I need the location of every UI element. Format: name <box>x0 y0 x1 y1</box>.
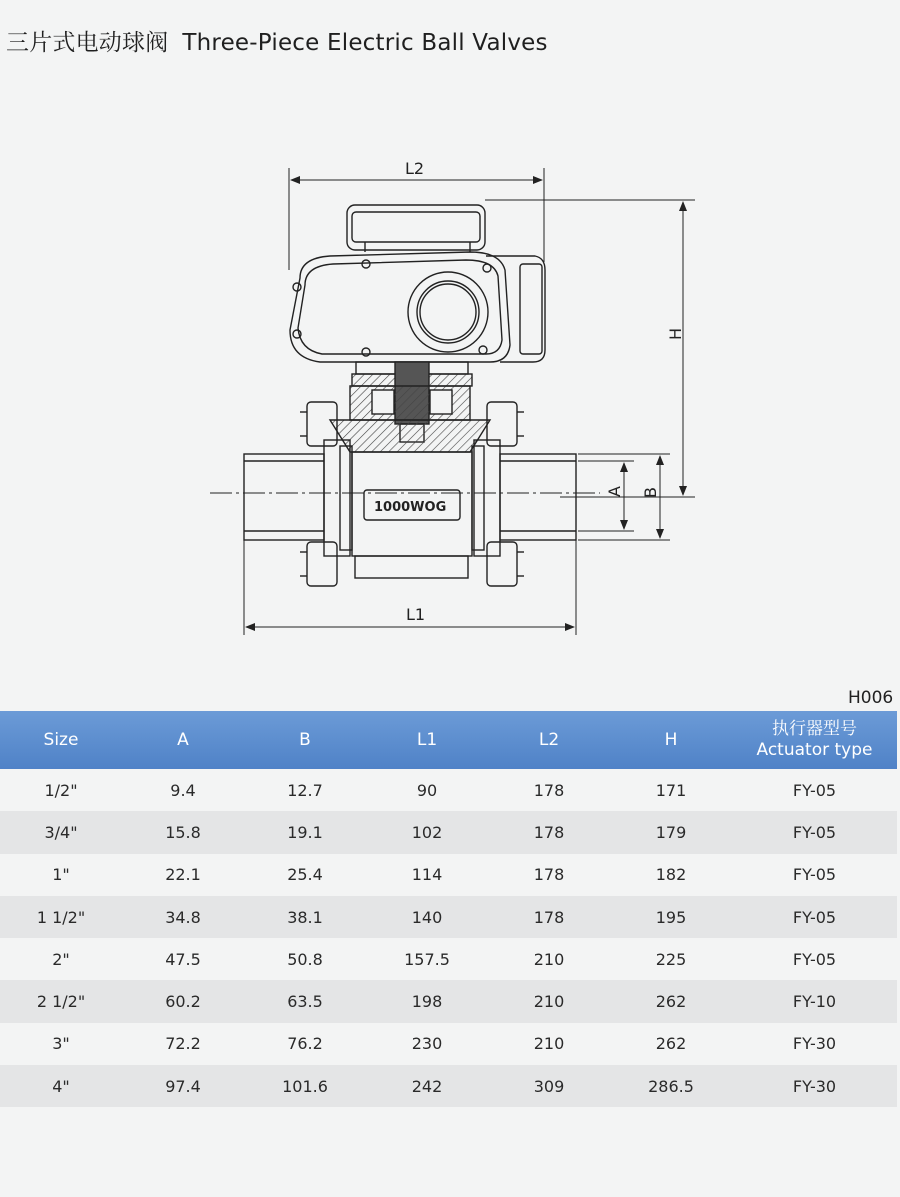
header-actuator-en: Actuator type <box>756 740 873 760</box>
cell-actuator: FY-05 <box>792 822 837 842</box>
valve-technical-drawing <box>0 150 900 650</box>
cell-l2: 210 <box>533 992 565 1012</box>
body-marking: 1000WOG <box>374 500 447 515</box>
cell-b: 19.1 <box>287 822 323 842</box>
cell-h: 195 <box>655 907 687 927</box>
cell-a: 15.8 <box>165 822 201 842</box>
dimension-table <box>0 711 897 1107</box>
cell-size: 4" <box>52 1076 70 1096</box>
label-l2: L2 <box>405 159 425 178</box>
cell-l2: 210 <box>533 949 565 969</box>
table-row <box>0 980 897 1022</box>
cell-l1: 90 <box>416 780 438 800</box>
cell-l1: 157.5 <box>404 949 450 969</box>
model-code: H006 <box>848 688 894 708</box>
cell-a: 97.4 <box>165 1076 201 1096</box>
cell-actuator: FY-30 <box>792 1076 837 1096</box>
cell-size: 2 1/2" <box>36 992 86 1012</box>
label-b: B <box>641 487 660 498</box>
cell-actuator: FY-05 <box>792 865 837 885</box>
cell-actuator: FY-05 <box>792 949 837 969</box>
cell-actuator: FY-05 <box>792 780 837 800</box>
cell-l1: 198 <box>411 992 443 1012</box>
header-l2: L2 <box>538 729 560 750</box>
cell-size: 3" <box>52 1034 70 1054</box>
cell-size: 1 1/2" <box>36 907 86 927</box>
label-a: A <box>605 486 624 497</box>
cell-size: 2" <box>52 949 70 969</box>
cell-actuator: FY-10 <box>792 992 837 1012</box>
cell-a: 9.4 <box>170 780 196 800</box>
table-header <box>0 711 897 769</box>
cell-b: 25.4 <box>287 865 323 885</box>
cell-h: 286.5 <box>648 1076 694 1096</box>
cell-l1: 102 <box>411 822 443 842</box>
cell-size: 3/4" <box>44 822 78 842</box>
cell-b: 50.8 <box>287 949 323 969</box>
cell-l2: 178 <box>533 907 565 927</box>
table-row <box>0 1065 897 1107</box>
table-row <box>0 1023 897 1065</box>
header-h: H <box>664 729 678 750</box>
table-row <box>0 811 897 853</box>
table-row <box>0 769 897 811</box>
cell-b: 12.7 <box>287 780 323 800</box>
cell-l2: 210 <box>533 1034 565 1054</box>
cell-b: 63.5 <box>287 992 323 1012</box>
cell-l2: 178 <box>533 865 565 885</box>
label-h: H <box>666 327 685 340</box>
table-row <box>0 938 897 980</box>
title-zh: 三片式电动球阀 <box>6 30 169 56</box>
header-l1: L1 <box>416 729 438 750</box>
cell-l1: 140 <box>411 907 443 927</box>
cell-l2: 309 <box>533 1076 565 1096</box>
table-body <box>0 769 897 1107</box>
cell-a: 22.1 <box>165 865 201 885</box>
cell-a: 60.2 <box>165 992 201 1012</box>
header-actuator-zh: 执行器型号 <box>772 719 857 739</box>
cell-l2: 178 <box>533 780 565 800</box>
cell-h: 171 <box>655 780 687 800</box>
table-row <box>0 854 897 896</box>
cell-h: 262 <box>655 992 687 1012</box>
table-row <box>0 896 897 938</box>
cell-b: 76.2 <box>287 1034 323 1054</box>
cell-h: 179 <box>655 822 687 842</box>
cell-l1: 114 <box>411 865 443 885</box>
cell-h: 225 <box>655 949 687 969</box>
cell-h: 262 <box>655 1034 687 1054</box>
cell-b: 101.6 <box>282 1076 328 1096</box>
cell-size: 1/2" <box>44 780 78 800</box>
cell-l1: 230 <box>411 1034 443 1054</box>
cell-a: 34.8 <box>165 907 201 927</box>
cell-size: 1" <box>52 865 70 885</box>
cell-l2: 178 <box>533 822 565 842</box>
cell-a: 47.5 <box>165 949 201 969</box>
cell-actuator: FY-30 <box>792 1034 837 1054</box>
cell-h: 182 <box>655 865 687 885</box>
page-title <box>6 24 548 57</box>
header-size: Size <box>43 729 79 750</box>
cell-b: 38.1 <box>287 907 323 927</box>
label-l1: L1 <box>406 605 426 624</box>
header-b: B <box>299 729 311 750</box>
cell-a: 72.2 <box>165 1034 201 1054</box>
cell-actuator: FY-05 <box>792 907 837 927</box>
cell-l1: 242 <box>411 1076 443 1096</box>
title-en: Three-Piece Electric Ball Valves <box>182 30 548 56</box>
header-actuator <box>732 711 897 769</box>
header-a: A <box>177 729 189 750</box>
